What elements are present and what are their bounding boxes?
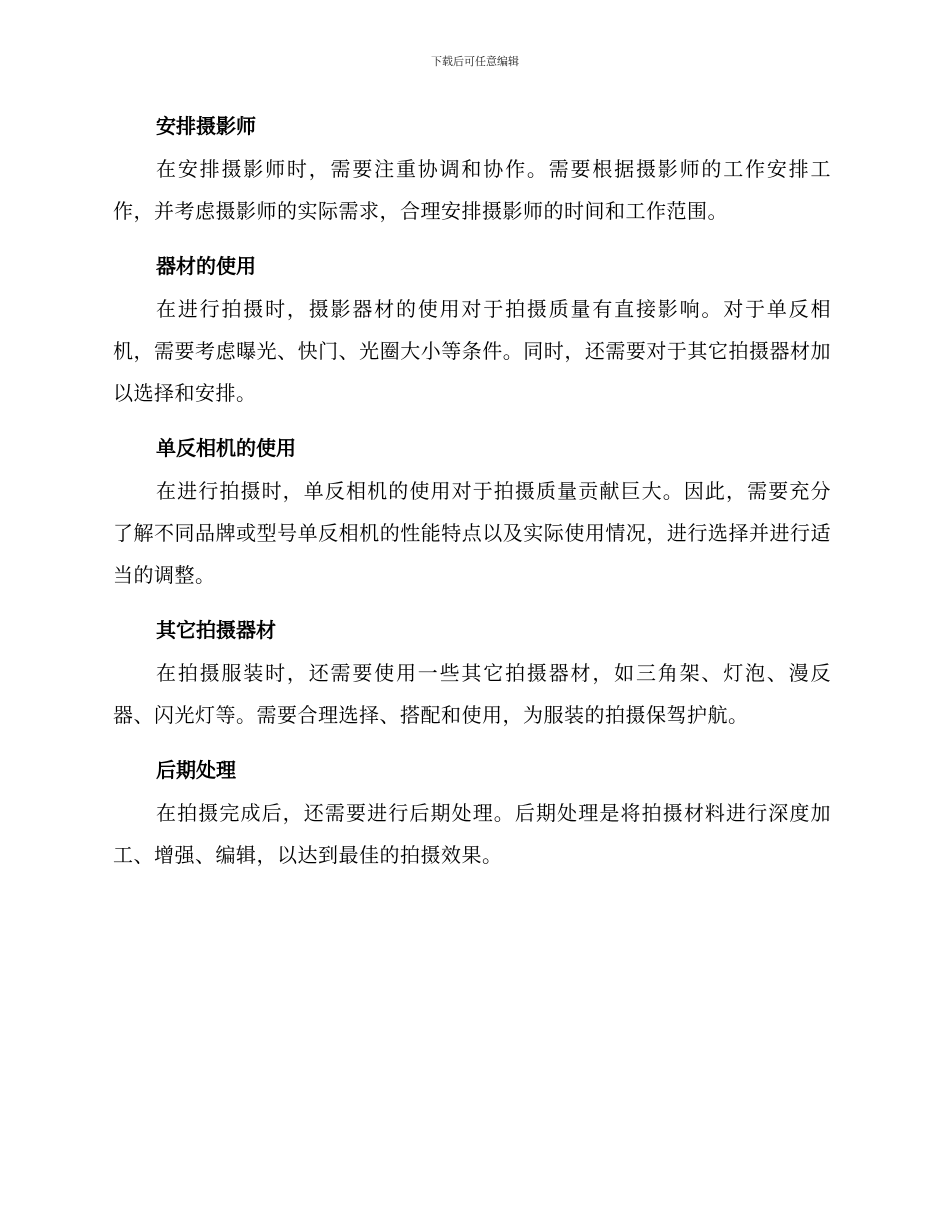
section-heading-other-equipment: 其它拍摄器材 (156, 618, 276, 642)
section-body-post-processing: 在拍摄完成后，还需要进行后期处理。后期处理是将拍摄材料进行深度加工、增强、编辑，以达到最佳的拍摄效果。 (113, 801, 831, 867)
section-body-equipment-use: 在进行拍摄时，摄影器材的使用对于拍摄质量有直接影响。对于单反相机，需要考虑曝光、快门、光圈大小等条件。同时，还需要对于其它拍摄器材加以选择和安排。 (113, 297, 831, 405)
document-content (113, 106, 831, 890)
page-header: 下载后可任意编辑 (431, 55, 519, 68)
section-heading-post-processing: 后期处理 (156, 758, 236, 782)
section-heading-arrange-photographer: 安排摄影师 (156, 114, 256, 138)
section-body-other-equipment: 在拍摄服装时，还需要使用一些其它拍摄器材，如三角架、灯泡、漫反器、闪光灯等。需要合理选择、搭配和使用，为服装的拍摄保驾护航。 (113, 661, 831, 727)
section-heading-dslr-use: 单反相机的使用 (156, 436, 296, 460)
section-heading-equipment-use: 器材的使用 (156, 254, 256, 278)
section-body-arrange-photographer: 在安排摄影师时，需要注重协调和协作。需要根据摄影师的工作安排工作，并考虑摄影师的实际需求，合理安排摄影师的时间和工作范围。 (113, 157, 831, 223)
section-body-dslr-use: 在进行拍摄时，单反相机的使用对于拍摄质量贡献巨大。因此，需要充分了解不同品牌或型号单反相机的性能特点以及实际使用情况，进行选择并进行适当的调整。 (113, 479, 831, 587)
